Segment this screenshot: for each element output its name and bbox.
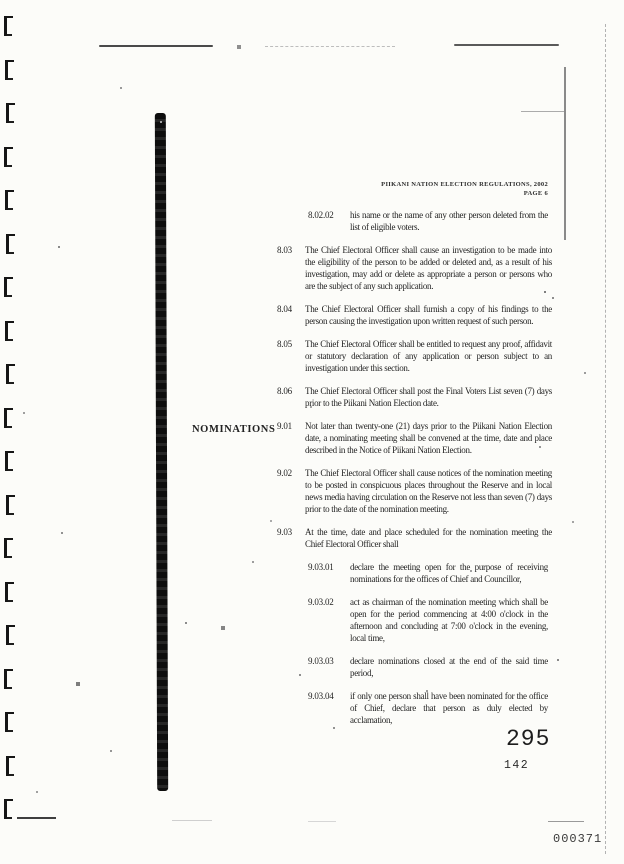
- scan-noise-specks: [0, 0, 2, 2]
- binding-bracket-mark: [5, 60, 16, 80]
- section-text: The Chief Electoral Officer shall be entitled to request any proof, affidavit or statutory declaration of any application or person subject to an investigation under this section.: [305, 339, 552, 373]
- scan-dash-bottom-2: [308, 821, 336, 822]
- section-row-9-03-04: [308, 690, 624, 726]
- scan-dash-above-stamp: [548, 821, 584, 822]
- scan-line-bottom-left: [17, 817, 56, 819]
- section-number: 9.03.02: [308, 597, 334, 607]
- page-label: PAGE 6: [523, 190, 548, 197]
- section-text: The Chief Electoral Officer shall cause notices of the nomination meeting to be posted in conspicuous places throughout the Reserve and in local news media having circulation on the Reserve not less than seven (7) days prior to the date of the nomination meeting.: [305, 468, 552, 514]
- binding-bracket-mark: [4, 16, 15, 36]
- section-text: At the time, date and place scheduled for the nomination meeting the Chief Electoral Officer shall: [305, 527, 552, 549]
- section-number: 9.03.03: [308, 656, 334, 666]
- section-number: 8.03: [277, 245, 292, 255]
- section-text: The Chief Electoral Officer shall post the Final Voters List seven (7) days prior to the Piikani Nation Election date.: [305, 386, 552, 408]
- document-title: PIIKANI NATION ELECTION REGULATIONS, 2002: [381, 181, 548, 188]
- section-row-9-02: [277, 467, 624, 515]
- typed-page-number: 142: [504, 759, 530, 772]
- scan-line-top-middle: [265, 46, 395, 47]
- section-row-9-03: [277, 526, 624, 550]
- section-number: 9.02: [277, 468, 292, 478]
- scan-dash-bottom-1: [172, 820, 212, 821]
- binding-bracket-mark: [4, 799, 15, 819]
- section-number: 9.03: [277, 527, 292, 537]
- section-row-9-01: [277, 420, 624, 456]
- section-row-8-03: [277, 244, 624, 292]
- section-row-8-02-02: [308, 209, 624, 233]
- page-header: [300, 180, 548, 198]
- section-text: Not later than twenty-one (21) days prior to the Piikani Nation Election date, a nominating meeting shall be convened at the time, date and place described in the Notice of Piikani Nation Election.: [305, 421, 552, 455]
- section-text: his name or the name of any other person deleted from the list of eligible voters.: [350, 210, 548, 232]
- document-body: [0, 209, 624, 737]
- scan-line-top-right: [454, 44, 559, 46]
- binding-bracket-mark: [6, 103, 17, 123]
- binding-bracket-mark: [5, 190, 16, 210]
- section-number: 8.04: [277, 304, 292, 314]
- section-row-9-03-03: [308, 655, 624, 679]
- section-number: 9.03.04: [308, 691, 334, 701]
- section-row-9-03-01: [308, 561, 624, 585]
- section-text: declare the meeting open for the purpose of receiving nominations for the offices of Chief and Councillor,: [350, 562, 548, 584]
- bates-stamp-number: 000371: [553, 832, 603, 846]
- section-number: 9.03.01: [308, 562, 334, 572]
- binding-bracket-mark: [4, 147, 15, 167]
- section-number: 8.02.02: [308, 210, 334, 220]
- margin-label-nominations: NOMINATIONS: [192, 424, 276, 435]
- scan-dash-right: [521, 111, 564, 112]
- section-number: 8.06: [277, 386, 292, 396]
- section-row-8-06: [277, 385, 624, 409]
- handwritten-page-number: 295: [506, 726, 551, 752]
- section-row-9-03-02: [308, 596, 624, 644]
- section-text: act as chairman of the nomination meeting which shall be open for the period commencing at 4:00 o'clock in the afternoon and concluding at 7:00 o'clock in the evening, local time,: [350, 597, 548, 643]
- section-number: 8.05: [277, 339, 292, 349]
- section-text: The Chief Electoral Officer shall cause an investigation to be made into the eligibility of the person to be added or deleted and, as a result of his investigation, may add or delete as appropriate a person or persons who are the subject of any such application.: [305, 245, 552, 291]
- section-text: if only one person shall have been nominated for the office of Chief, declare that person as duly elected by acclamation,: [350, 691, 548, 725]
- section-row-8-04: [277, 303, 624, 327]
- scan-line-top-left: [99, 45, 213, 47]
- binding-bracket-mark: [6, 756, 17, 776]
- section-text: declare nominations closed at the end of the said time period,: [350, 656, 548, 678]
- section-text: The Chief Electoral Officer shall furnish a copy of his findings to the person causing the investigation upon written request of such person.: [305, 304, 552, 326]
- section-number: 9.01: [277, 421, 292, 431]
- section-row-8-05: [277, 338, 624, 374]
